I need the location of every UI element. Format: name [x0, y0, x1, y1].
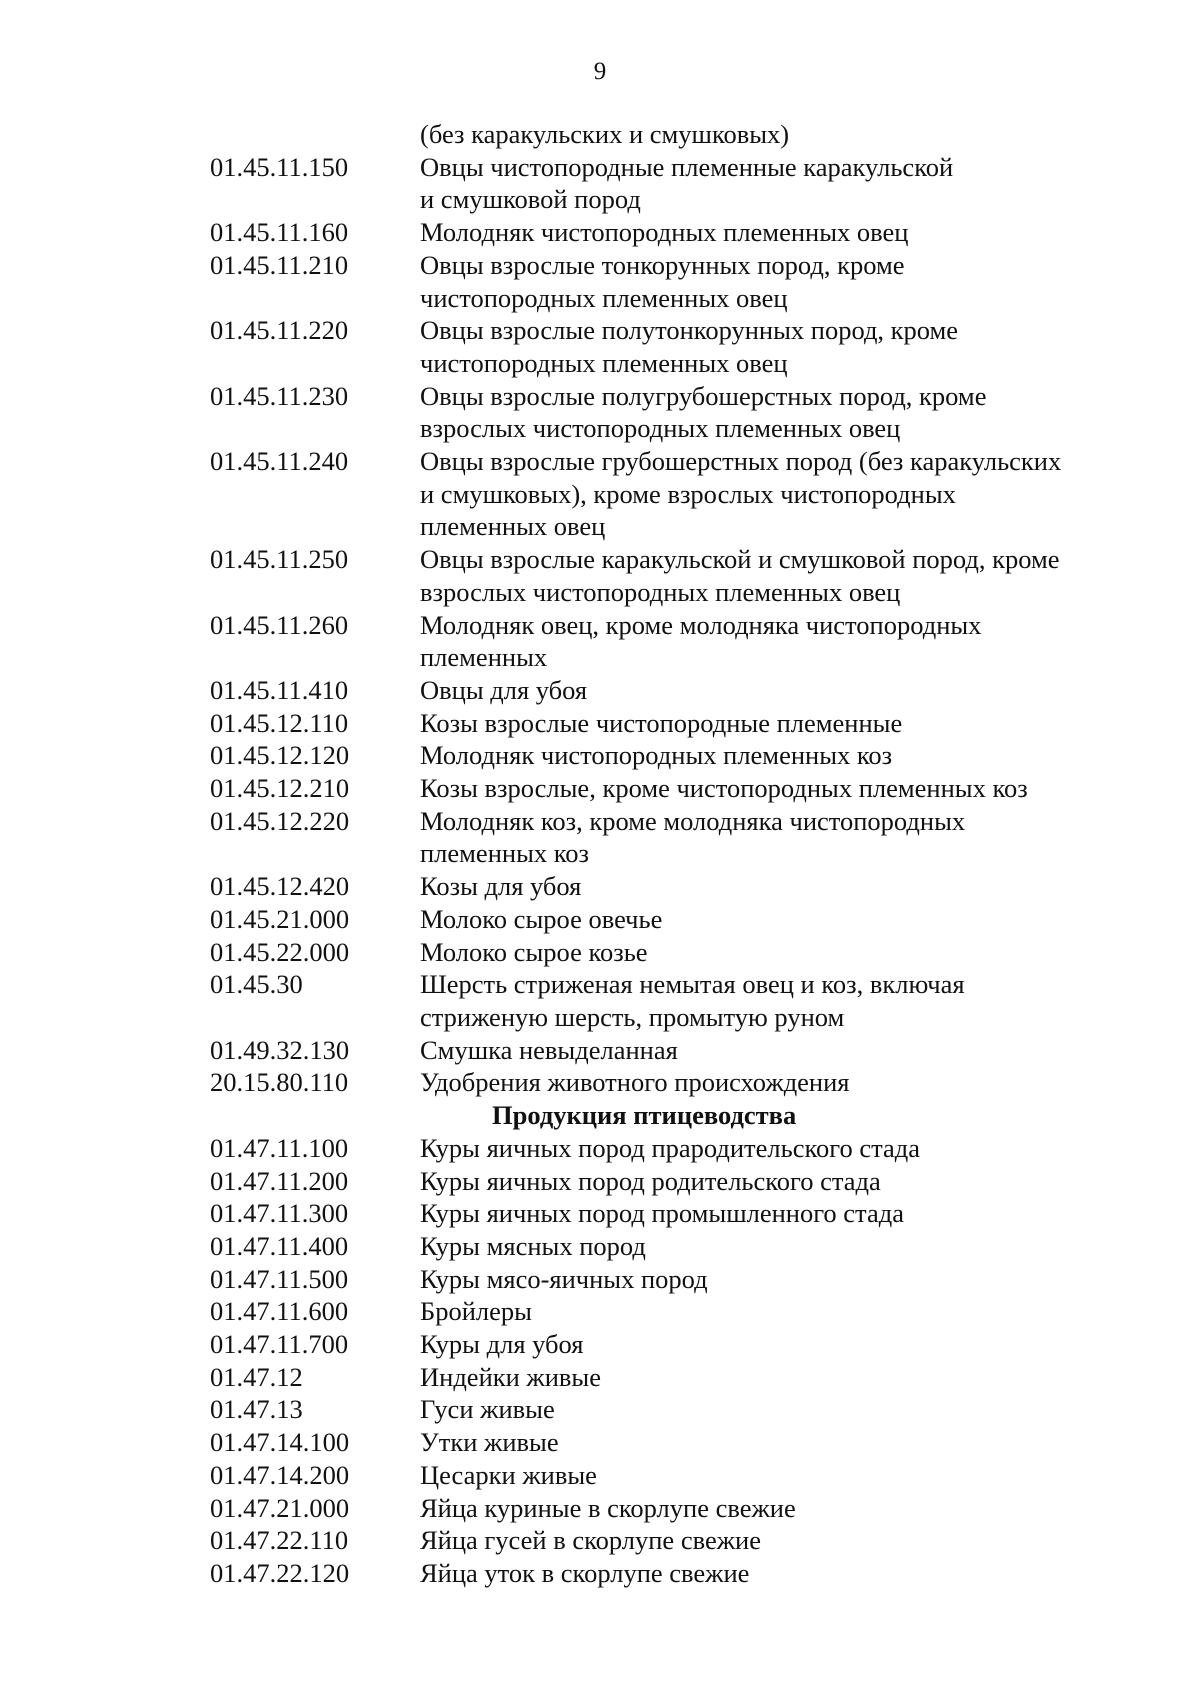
list-item: [0, 314, 1200, 379]
item-code: 01.45.12.210: [210, 773, 350, 804]
classifier-list: [0, 118, 1200, 1590]
item-name-line: Молодняк чистопородных племенных коз: [420, 740, 893, 771]
item-code: 01.45.11.160: [210, 217, 349, 248]
item-name: [420, 445, 1120, 543]
list-item: [0, 216, 1200, 249]
item-name-line: стриженую шерсть, промытую руном: [420, 1001, 845, 1032]
item-name-line: Овцы взрослые полугрубошерстных пород, кроме: [420, 380, 987, 411]
item-name-line: Овцы взрослые каракульской и смушковой пород, кроме: [420, 544, 1060, 575]
item-name-line: племенных коз: [420, 838, 589, 869]
item-name-line: Овцы взрослые грубошерстных пород (без каракульских: [420, 446, 1062, 477]
list-item: [0, 1459, 1200, 1492]
item-name-line: Овцы взрослые тонкорунных пород, кроме: [420, 249, 905, 280]
item-code: 01.47.14.200: [210, 1459, 350, 1490]
item-name-line: Куры для убоя: [420, 1329, 584, 1360]
item-name: [420, 1557, 1120, 1590]
page-number: 9: [593, 58, 607, 85]
item-code: 01.45.11.250: [210, 544, 349, 575]
item-name: [420, 772, 1120, 805]
item-name-line: Молодняк коз, кроме молодняка чистопородных: [420, 805, 966, 836]
item-code: 01.45.30: [210, 969, 303, 1000]
item-code: 01.45.11.150: [210, 151, 349, 182]
item-code: 01.47.11.100: [210, 1132, 349, 1163]
item-code: 01.47.11.400: [210, 1230, 349, 1261]
item-code: 01.47.21.000: [210, 1492, 350, 1523]
item-name-line: Козы взрослые чистопородные племенные: [420, 707, 903, 738]
item-name-line: Индейки живые: [420, 1361, 601, 1392]
livestock-section: [0, 151, 1200, 1099]
item-name: [420, 1034, 1120, 1067]
item-name: [420, 1426, 1120, 1459]
item-code: 01.45.12.120: [210, 740, 350, 771]
continuation-row: [0, 118, 1200, 151]
item-name-line: Яйца уток в скорлупе свежие: [420, 1557, 750, 1588]
item-name-line: племенных овец: [420, 511, 606, 542]
item-code: 01.45.11.210: [210, 249, 349, 280]
list-item: [0, 1393, 1200, 1426]
item-name-line: Куры мясо-яичных пород: [420, 1263, 708, 1294]
list-item: [0, 1263, 1200, 1296]
list-item: [0, 1328, 1200, 1361]
item-name: [420, 543, 1120, 608]
item-name-line: племенных: [420, 642, 548, 673]
item-name-line: взрослых чистопородных племенных овец: [420, 413, 901, 444]
item-name: [420, 380, 1120, 445]
item-name: [420, 1197, 1120, 1230]
item-name-line: Молодняк овец, кроме молодняка чистопородных: [420, 609, 982, 640]
item-name: [420, 249, 1120, 314]
item-name: [420, 1295, 1120, 1328]
item-name: [420, 151, 1120, 216]
item-code: 01.47.22.110: [210, 1525, 349, 1556]
item-name: [420, 1132, 1120, 1165]
item-code: 01.45.11.230: [210, 380, 349, 411]
item-code: 01.47.11.500: [210, 1263, 349, 1294]
item-name: [420, 1524, 1120, 1557]
item-name-line: Шерсть стриженая немытая овец и коз, включая: [420, 969, 965, 1000]
item-name-line: Куры мясных пород: [420, 1230, 646, 1261]
list-item: [0, 1557, 1200, 1590]
item-name-line: взрослых чистопородных племенных овец: [420, 576, 901, 607]
item-code: 01.47.11.600: [210, 1296, 349, 1327]
item-name: [420, 707, 1120, 740]
list-item: [0, 1197, 1200, 1230]
item-name: [420, 1361, 1120, 1394]
item-name-line: Козы для убоя: [420, 871, 582, 902]
item-code: 20.15.80.110: [210, 1067, 349, 1098]
item-name-line: Яйца куриные в скорлупе свежие: [420, 1492, 796, 1523]
item-name-line: Смушка невыделанная: [420, 1034, 678, 1065]
item-name-line: Овцы чистопородные племенные каракульской: [420, 151, 954, 182]
item-name: [420, 805, 1120, 870]
item-name-line: Молоко сырое овечье: [420, 903, 663, 934]
item-name: [420, 609, 1120, 674]
item-name-line: Удобрения животного происхождения: [420, 1067, 850, 1098]
item-code: 01.47.13: [210, 1394, 303, 1425]
item-name: [420, 1066, 1120, 1099]
item-name: [420, 968, 1120, 1033]
list-item: [0, 739, 1200, 772]
item-name: [420, 903, 1120, 936]
item-code: 01.49.32.130: [210, 1034, 350, 1065]
item-name-line: Овцы для убоя: [420, 674, 588, 705]
section-heading-poultry: Продукция птицеводства: [492, 1100, 797, 1131]
list-item: [0, 1034, 1200, 1067]
list-item: [0, 1361, 1200, 1394]
item-code: 01.47.11.200: [210, 1165, 349, 1196]
list-item: [0, 1492, 1200, 1525]
list-item: [0, 151, 1200, 216]
item-name: [420, 1263, 1120, 1296]
item-code: 01.45.11.240: [210, 446, 349, 477]
item-name: [420, 1328, 1120, 1361]
item-name: [420, 1165, 1120, 1198]
item-code: 01.45.21.000: [210, 903, 350, 934]
item-name-line: и смушковой пород: [420, 184, 641, 215]
item-name-line: Куры яичных пород родительского стада: [420, 1165, 881, 1196]
item-name: [420, 739, 1120, 772]
list-item: [0, 1165, 1200, 1198]
item-name: [420, 1393, 1120, 1426]
list-item: [0, 1295, 1200, 1328]
item-code: 01.45.11.260: [210, 609, 349, 640]
poultry-section: [0, 1132, 1200, 1590]
item-name-line: Молоко сырое козье: [420, 936, 648, 967]
list-item: [0, 870, 1200, 903]
item-name-line: и смушковых), кроме взрослых чистопородных: [420, 478, 956, 509]
item-name: [420, 314, 1120, 379]
item-name: [420, 1230, 1120, 1263]
item-name: [420, 870, 1120, 903]
list-item: [0, 1132, 1200, 1165]
item-name: [420, 936, 1120, 969]
list-item: [0, 1426, 1200, 1459]
item-name-line: Овцы взрослые полутонкорунных пород, кроме: [420, 315, 959, 346]
item-name-line: чистопородных племенных овец: [420, 347, 788, 378]
list-item: [0, 805, 1200, 870]
item-name-line: Молодняк чистопородных племенных овец: [420, 217, 909, 248]
item-name-line: чистопородных племенных овец: [420, 282, 788, 313]
list-item: [0, 903, 1200, 936]
list-item: [0, 674, 1200, 707]
list-item: [0, 249, 1200, 314]
item-code: 01.47.11.300: [210, 1198, 349, 1229]
item-code: 01.47.14.100: [210, 1427, 350, 1458]
item-code: 01.45.11.220: [210, 315, 349, 346]
list-item: [0, 936, 1200, 969]
item-code: 01.47.12: [210, 1361, 303, 1392]
item-name: [420, 1459, 1120, 1492]
item-code: 01.45.12.220: [210, 805, 350, 836]
list-item: [0, 1230, 1200, 1263]
item-name-line: Утки живые: [420, 1427, 559, 1458]
item-name: [420, 1492, 1120, 1525]
item-code: 01.45.11.410: [210, 674, 349, 705]
continuation-text: (без каракульских и смушковых): [420, 119, 790, 149]
item-name-line: Бройлеры: [420, 1296, 532, 1327]
list-item: [0, 543, 1200, 608]
list-item: [0, 1524, 1200, 1557]
item-name-line: Яйца гусей в скорлупе свежие: [420, 1525, 761, 1556]
item-name-line: Козы взрослые, кроме чистопородных племенных коз: [420, 773, 1028, 804]
item-name-line: Цесарки живые: [420, 1459, 597, 1490]
list-item: [0, 968, 1200, 1033]
list-item: [0, 1066, 1200, 1099]
list-item: [0, 772, 1200, 805]
item-name-line: Гуси живые: [420, 1394, 555, 1425]
item-code: 01.45.12.420: [210, 871, 350, 902]
item-code: 01.45.22.000: [210, 936, 350, 967]
list-item: [0, 609, 1200, 674]
list-item: [0, 380, 1200, 445]
list-item: [0, 445, 1200, 543]
item-name-line: Куры яичных пород прародительского стада: [420, 1132, 920, 1163]
item-code: 01.45.12.110: [210, 707, 349, 738]
item-code: 01.47.22.120: [210, 1557, 350, 1588]
item-code: 01.47.11.700: [210, 1329, 349, 1360]
list-item: [0, 707, 1200, 740]
item-name: [420, 674, 1120, 707]
item-name-line: Куры яичных пород промышленного стада: [420, 1198, 904, 1229]
item-name: [420, 216, 1120, 249]
